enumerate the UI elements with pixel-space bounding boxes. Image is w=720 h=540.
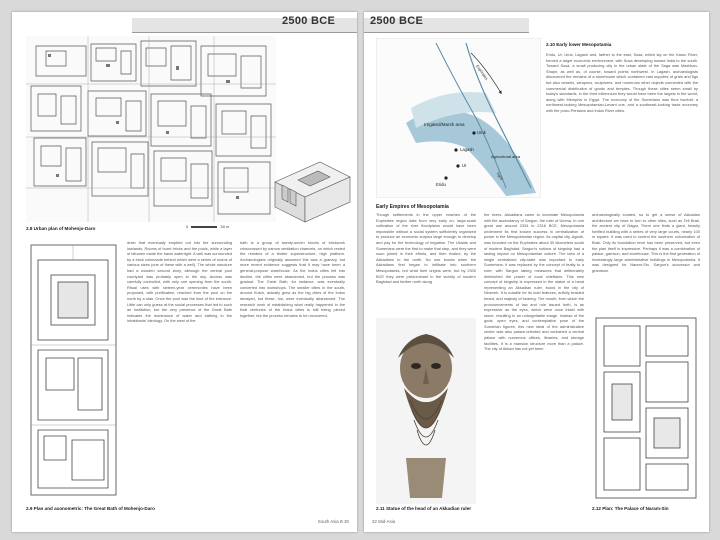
right-page [364, 12, 709, 532]
page-footer: South Asia B 30 [317, 519, 349, 524]
scale-start: 0 [186, 224, 189, 229]
text-column-1: Though settlements in the upper reaches of the Euphrates region date from very early on, large-scale cultivation of the river floodplains would have been impossible without a social system sufficiently organized to produce an economic surplus large enough to develop and pay for the technology of irrigation. The Ubaids and Sumerians were the first to make that step, and they were soon joined in their efforts, and then rivaled, by the Akkadians to the north. No one knows when the Akkadians first began to infiltrate into southern Mesopotamia, but what their origins were, but by 2300 BCE they were predominant in the vicinity of modern Baghdad and farther north along [376, 212, 476, 285]
page-year: 2500 BCE [282, 15, 336, 27]
text-column-2: the rivers. Akkadians came to dominate Mesopotamia with the ascendancy of Sargon, the ruler of Umma. In one great war around 2334 to 2316 BCE, Mesopotamia underwent its first known success in centralization of power in the Mesopotamian region. Its capital city, Agade, was founded on the Euphrates about 30 kilometers south of modern Baghdad. Sargon's notions of kingship had a lasting impact on Mesopotamian culture. The idea of a single centralized city-state was important to early Sumerians; it was replaced by the concept of fealty to a ruler, with Sargon taking measures that deliberately diminished the power of local chieftains. This new concept of kingship is expressed in the statue of a head representing an Akkadian ruler, found in the city of Nineveh. It is notable for its bold features, artfully braided beard, and majesty of bearing. The mouth, from which the pronouncements of law and rule issued forth, is as expressive as the eyes, which were once inlaid with stone, resulting in an unforgettable image. Instead of the gods, open eyes, and contemplative pose of the Sumerian figures, this new ideal of the administrative center was also palace-oriented and contained a central palace with numerous offices, libraries, and storage facilities. It is a mansion structure more than a palace. The city of Akkad has not yet been [484, 212, 584, 352]
left-page [12, 12, 357, 532]
text-column-2: bath is a group of twenty-seven blocks of brickwork crisscrossed by narrow ventilation channels, on which rested the remains of a timber superstructure, high platform. Archaeologists originally assumed this was a granary, but more recent evidence suggests that it may have been a general-purpose warehouse. As the Indus cities fell into decline, the cities were abandoned, but the process was gradual. The Great Bath, for instance, was eventually converted into workshops. The smaller cities in the south, around Kutch, actually grew as the big cities of the Indus decayed, but these, too, were eventually abandoned. The research work of establishing what really happened in the final centuries of the Indus cities is still being pieced together, but the process remains to be uncovered. [240, 240, 345, 318]
page-year: 2500 BCE [370, 15, 424, 27]
intro-text: Eridu, Ur, Uruk, Lagash and, farther to the east, Susa, which lay on the Karun River, formed a larger economic environment, with Susa developing toward India to the south. Toward Susa, a small producing city in the urban state of the Saga was Mashkan-Shapir, as well as, of course, toward points northwest. In Lagash, archaeologists discovered the remains of a storehouse which contained vast supplies of grain and figs but also vessels, weapons, sculptures, and numerous other objects connected with the commercial distribution of goods and temples. Though these cities seem small by today's standards, in the third millennium they would have been the largest in the world, along with Memphis in Egypt. The economy of the Sumerians was thus twofold: a northwest-looking Mesopotamian-Levant one, and a southeast-looking trade economy with the proto-Persians and Indus River cities. [546, 52, 698, 113]
section-heading: Early Empires of Mesopotamia [376, 204, 449, 210]
map-city-label: Eridu [436, 182, 446, 187]
figure-caption: 2.8 Urban plan of Mohenjo-Daro [26, 226, 96, 231]
map-city-label: Ur [462, 163, 467, 168]
figure-caption: 2.11 Statue of the head of an Akkadian ruler [376, 506, 472, 511]
map-zone-label: Agricultural area [491, 154, 521, 159]
scale-end: 50 m [220, 224, 230, 229]
figure-caption: 2.12 Plan: The Palace of Naram-Sin [592, 506, 669, 511]
map-city-label: Lagash [460, 147, 474, 152]
great-bath-plan [26, 240, 121, 502]
map-caption: 2.10 Early lower Mesopotamia [546, 42, 612, 47]
urban-plan-figure [26, 36, 276, 222]
map-river-label: Tigris [495, 171, 504, 182]
text-column-1: drain that eventually emptied out into the surrounding lowlands. Rooms of burnt bricks and the pools, while a layer of bitumen made the basin watertight. A well was surrounded by a brick colonnade behind which were a series of rooms of various sizes (one of these with a well). The whole structure had a wooden second story, although the central pool courtyard was probably open to the sky. Access was carefully controlled, with only one opening from the south. Ritual uses with sixteen-year ceremonies have been proposed, with purification, reached from the pool on the north by a stair. Once the pool was the kind of the entrance. Little can only guess at the social processes that led to such an institution, but the very presence of the Great Bath indicates the dominance of water and bathing in the inhabitants' ideology. On the west of the [127, 240, 232, 324]
akkadian-head-photo [376, 318, 476, 504]
map-river-label: Euphrates [475, 64, 489, 81]
mesopotamia-map [376, 38, 541, 198]
map-region-label: Irrigated/Marsh area [424, 122, 465, 127]
page-footer: 32 Mid-Asia [372, 519, 396, 524]
text-column-3: archaeologically located, so to get a sense of Akkadian architecture we have to turn to other sites, such as Tell Brak, the ancient city of Nagar. There one finds a giant, heavily fortified building with a series of very large courts, nearly 100 m square. It was used to control the southern colonization of Brak. Only its foundation level has been preserved, but even the plan itself is impressive. Perhaps it was a combination of palace, garrison, and storehouse. This is the first generation of increasingly large administrative buildings in Mesopotamia. It was designed for Naram-Sin, Sargon's successor and grandson. [592, 212, 700, 273]
axonometric-figure [270, 152, 354, 230]
map-city-label: Uruk [477, 130, 486, 135]
palace-plan [592, 314, 700, 502]
scale-bar [186, 224, 229, 229]
figure-caption: 2.9 Plan and axonometric: The Great Bath of Mohenjo-Daro [26, 506, 155, 511]
